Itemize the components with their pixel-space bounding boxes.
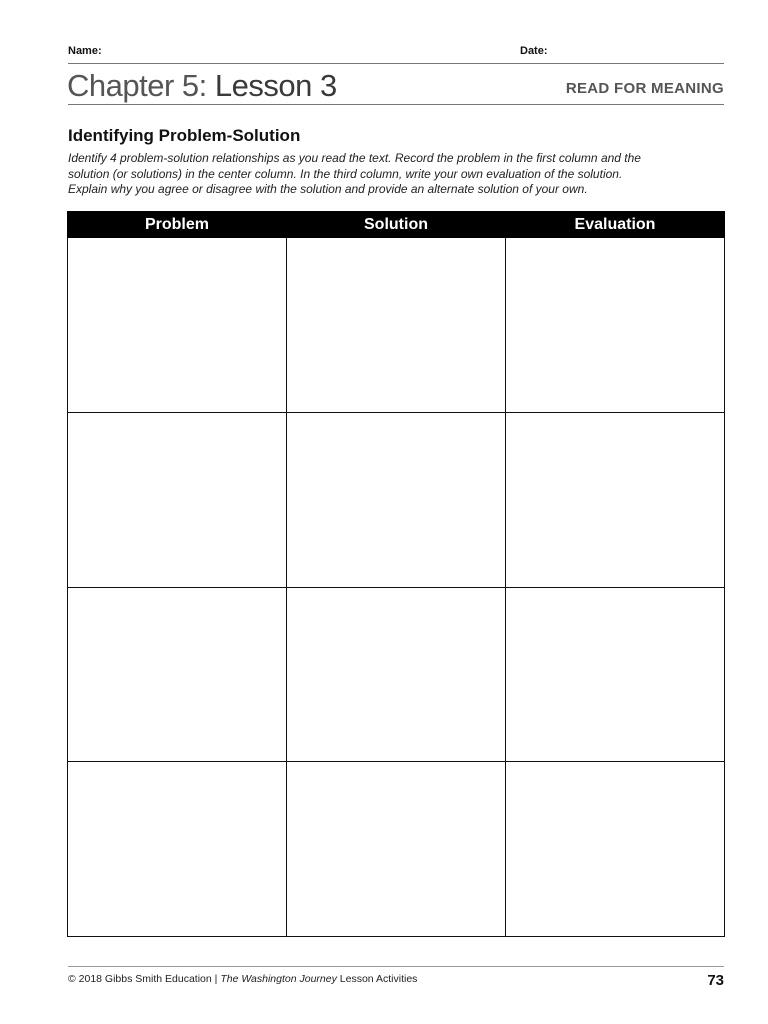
instruction-line: Explain why you agree or disagree with the solution and provide an alternate solution of your own. — [68, 182, 588, 196]
solution-cell[interactable] — [287, 238, 506, 413]
copyright-text: © 2018 Gibbs Smith Education | — [68, 973, 218, 985]
header-divider-top — [68, 63, 724, 64]
header-divider-bottom — [68, 104, 724, 105]
footer-suffix: Lesson Activities — [339, 973, 418, 985]
activity-title: Identifying Problem-Solution — [68, 126, 301, 145]
column-header-evaluation: Evaluation — [506, 212, 725, 238]
footer-divider — [68, 966, 724, 967]
solution-cell[interactable] — [287, 762, 506, 937]
page-number: 73 — [707, 972, 724, 989]
column-header-problem: Problem — [68, 212, 287, 238]
column-header-solution: Solution — [287, 212, 506, 238]
problem-cell[interactable] — [68, 587, 287, 762]
instruction-line: solution (or solutions) in the center column. In the third column, write your own evaluation of the solution. — [68, 166, 623, 181]
name-date-row — [68, 45, 724, 63]
evaluation-cell[interactable] — [506, 412, 725, 587]
table-row — [68, 238, 725, 413]
chapter-title — [67, 68, 337, 104]
table-row — [68, 587, 725, 762]
problem-cell[interactable] — [68, 762, 287, 937]
instruction-line: Identify 4 problem-solution relationships as you read the text. Record the problem in the first column and the — [68, 151, 641, 165]
problem-cell[interactable] — [68, 412, 287, 587]
chapter-prefix: Chapter 5: — [67, 68, 207, 103]
lesson-title: Lesson 3 — [214, 68, 337, 103]
problem-cell[interactable] — [68, 238, 287, 413]
table-row — [68, 762, 725, 937]
table-row — [68, 412, 725, 587]
evaluation-cell[interactable] — [506, 238, 725, 413]
date-label: Date: — [520, 45, 548, 57]
evaluation-cell[interactable] — [506, 762, 725, 937]
instructions — [68, 151, 728, 198]
name-label: Name: — [68, 45, 102, 57]
problem-solution-table — [67, 211, 725, 937]
section-tag: READ FOR MEANING — [565, 80, 724, 97]
solution-cell[interactable] — [287, 412, 506, 587]
table-header-row — [68, 212, 725, 238]
solution-cell[interactable] — [287, 587, 506, 762]
book-title: The Washington Journey — [220, 973, 337, 985]
evaluation-cell[interactable] — [506, 587, 725, 762]
footer-credit — [68, 973, 417, 985]
